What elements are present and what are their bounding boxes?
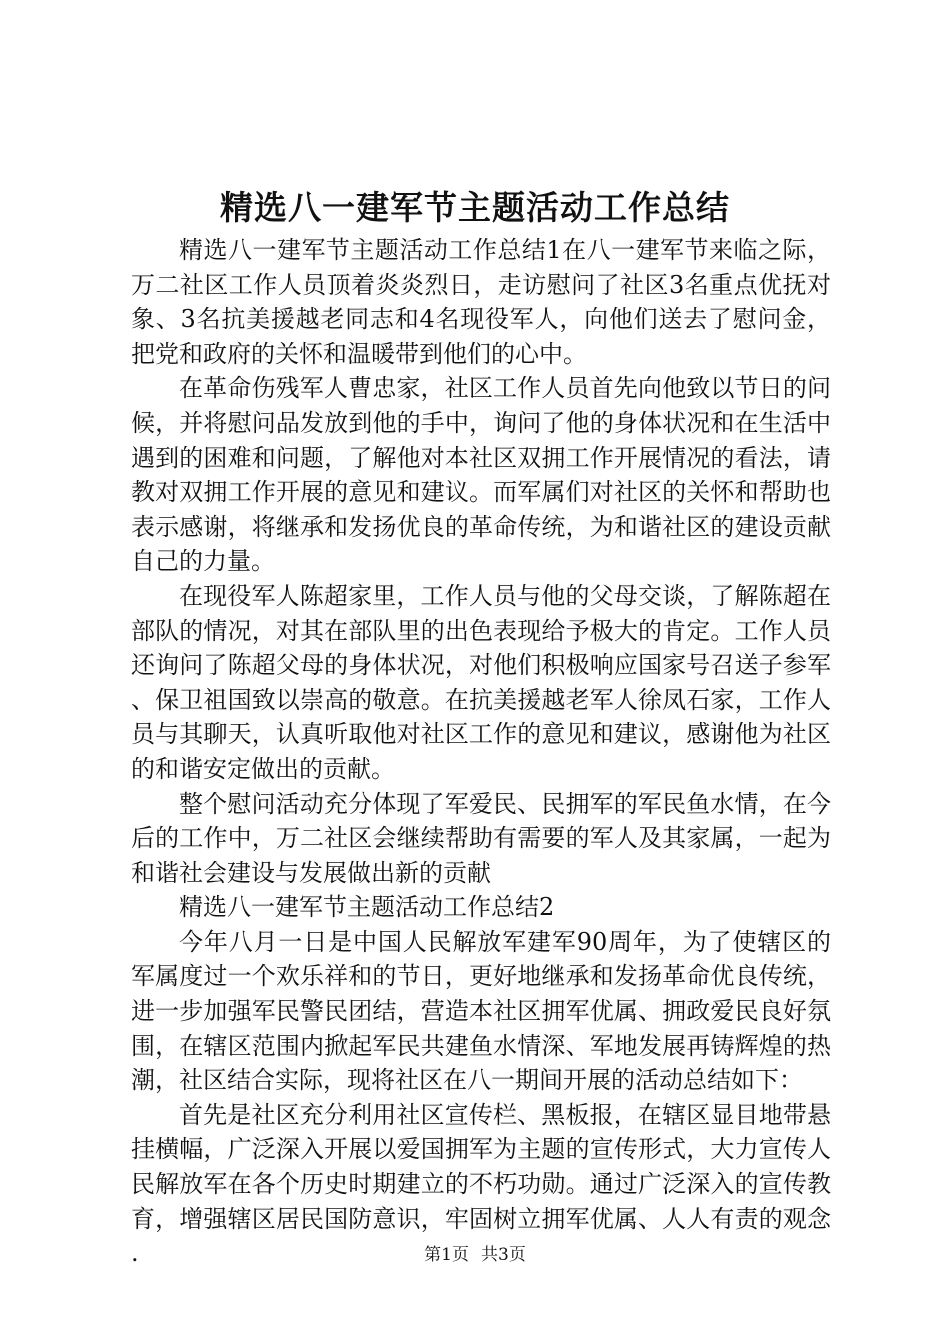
section-heading-2: 精选八一建军节主题活动工作总结2 [179,893,555,922]
paragraph-5: 今年八月一日是中国人民解放军建军90周年，为了使辖区的军属度过一个欢乐祥和的节日，更好地继承和发扬革命优良传统，进一步加强军民警民团结，营造本社区拥军优属、拥政爱民良好氛围，在辖区范围内掀起军民共建鱼水情深、军地发展再铸辉煌的热潮，社区结合实际，现将社区在八一期间开展的活动总结如下： [131,927,831,1095]
page-total: 共3页 [481,1245,526,1265]
page-number: 第1页 [424,1245,469,1265]
paragraph-1: 精选八一建军节主题活动工作总结1在八一建军节来临之际，万二社区工作人员顶着炎炎烈日，走访慰问了社区3名重点优抚对象、3名抗美援越老同志和4名现役军人，向他们送去了慰问金，把党和政府的关怀和温暖带到他们的心中。 [131,236,831,368]
document-title: 精选八一建军节主题活动工作总结 [220,188,730,227]
page-footer [0,1243,950,1267]
paragraph-6: 首先是社区充分利用社区宣传栏、黑板报，在辖区显目地带悬挂横幅，广泛深入开展以爱国拥军为主题的宣传形式，大力宣传人民解放军在各个历史时期建立的不朽功勋。通过广泛深入的宣传教育，增强辖区居民国防意识，牢固树立拥军优属、人人有责的观念. [131,1100,831,1268]
document-body [131,233,831,1271]
paragraph-4: 整个慰问活动充分体现了军爱民、民拥军的军民鱼水情，在今后的工作中，万二社区会继续帮助有需要的军人及其家属，一起为和谐社会建设与发展做出新的贡献 [131,789,831,887]
paragraph-2: 在革命伤残军人曹忠家，社区工作人员首先向他致以节日的问候，并将慰问品发放到他的手中，询问了他的身体状况和在生活中遇到的困难和问题，了解他对本社区双拥工作开展情况的看法，请教对双拥工作开展的意见和建议。而军属们对社区的关怀和帮助也表示感谢，将继承和发扬优良的革命传统，为和谐社区的建设贡献自己的力量。 [131,374,831,576]
paragraph-3: 在现役军人陈超家里，工作人员与他的父母交谈，了解陈超在部队的情况，对其在部队里的出色表现给予极大的肯定。工作人员还询问了陈超父母的身体状况，对他们积极响应国家号召送子参军、保卫祖国致以崇高的敬意。在抗美援越老军人徐凤石家，工作人员与其聊天，认真听取他对社区工作的意见和建议，感谢他为社区的和谐安定做出的贡献。 [131,581,831,783]
